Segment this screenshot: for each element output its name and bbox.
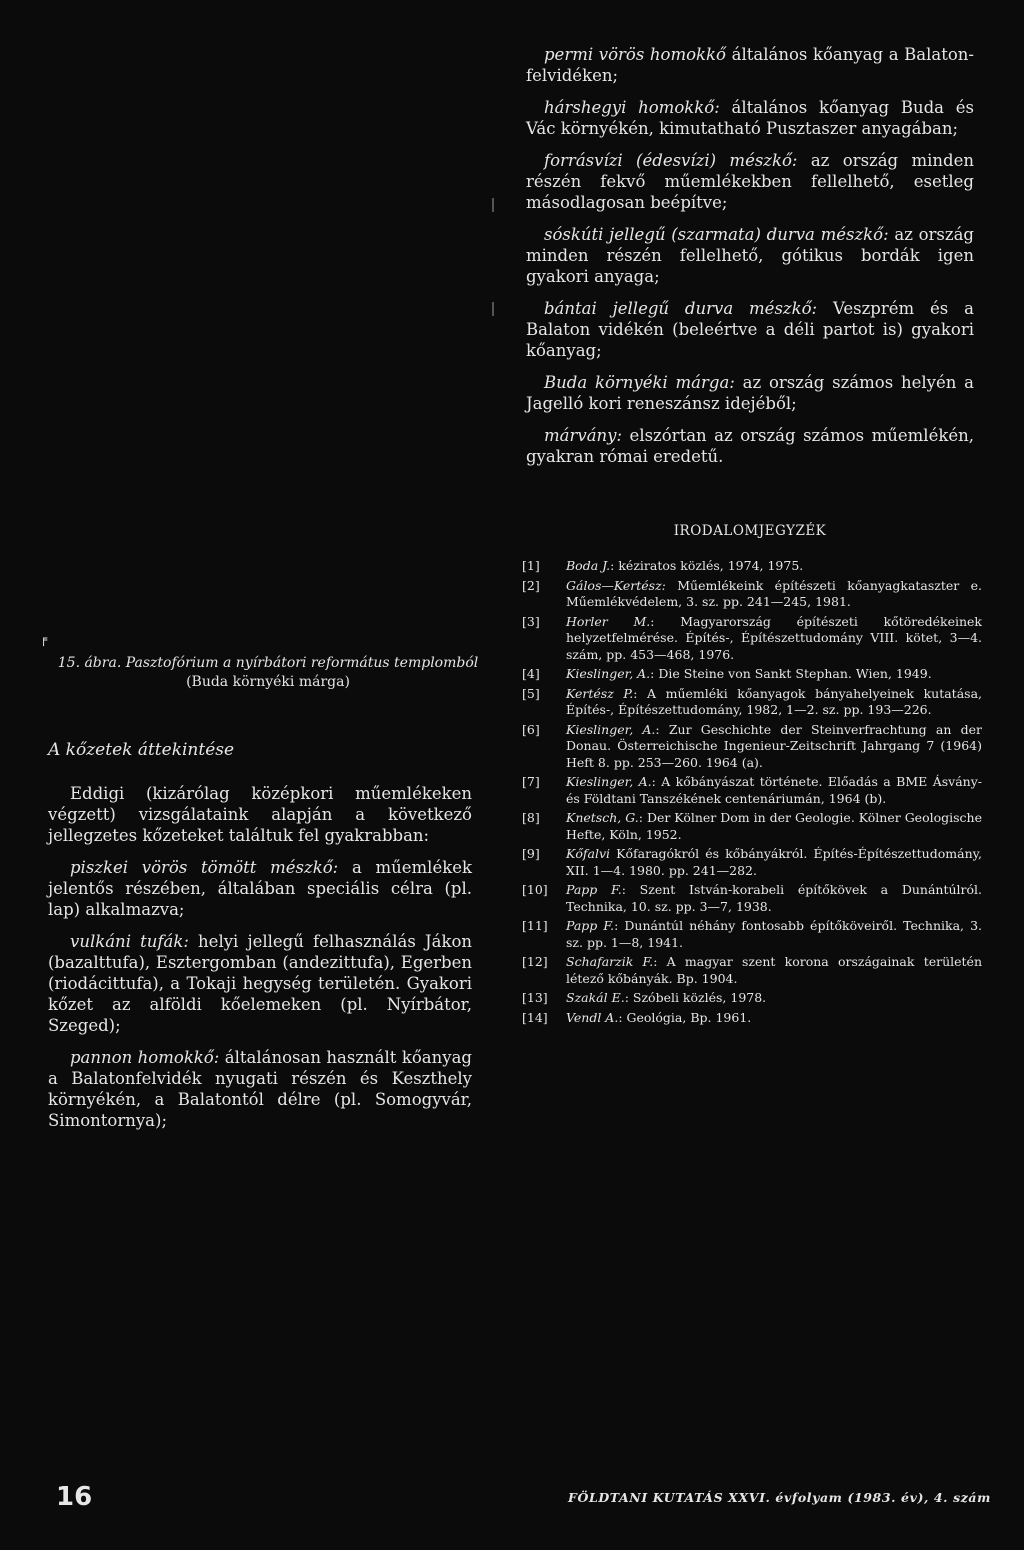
reference-item: [11] Papp F.: Dunántúl néhány fontosabb építőköveiről. Technika, 3. sz. pp. 1—8, 1941. <box>522 918 983 950</box>
margin-mark <box>492 302 494 316</box>
rock-entry: permi vörös homokkő általános kőanyag a Balaton-felvidéken; <box>526 45 974 85</box>
reference-item: [8] Knetsch, G.: Der Kölner Dom in der Geologie. Kölner Geologische Hefte, Köln, 1952. <box>522 810 982 842</box>
rock-entry: Buda környéki márga: az ország számos helyén a Jagelló kori reneszánsz idejéből; <box>526 373 974 413</box>
figure-corner-mark: ╒ <box>40 632 48 646</box>
reference-item: [10] Papp F.: Szent István-korabeli építőkövek a Dunántúlról. Technika, 10. sz. pp. 3—7, 1938. <box>522 882 982 914</box>
left-body-text <box>48 783 472 1142</box>
reference-item: [3] Horler M.: Magyarország építészeti kőtöredékeinek helyzetfelmérése. Építés-, Építészettudomány VIII. kötet, 3—4. szám, pp. 453—468, 1976. <box>522 613 982 662</box>
running-footer: FÖLDTANI KUTATÁS XXVI. évfolyam (1983. év), 4. szám <box>568 1490 991 1505</box>
page-number: 16 <box>56 1482 93 1512</box>
reference-item: [6] Kieslinger, A.: Zur Geschichte der Steinverfrachtung an der Donau. Österreichische Ingenieur-Zeitschrift Jahrgang 7 (1964) Heft 8. pp. 253—260. 1964 (a). <box>522 721 982 770</box>
reference-item: [2] Gálos—Kertész: Műemlékeink építészeti kőanyagkataszter e. Műemlékvédelem, 3. sz. pp. 241—245, 1981. <box>522 577 982 609</box>
rock-entry: márvány: elszórtan az ország számos műemlékén, gyakran római eredetű. <box>526 426 974 466</box>
rock-entry: pannon homokkő: általánosan használt kőanyag a Balatonfelvidék nyugati részén és Keszthely környékén, a Balatontól délre (pl. Somogyvár, Simontornya); <box>48 1048 472 1130</box>
reference-item: [9] Kőfalvi Kőfaragókról és kőbányákról. Építés-Építészettudomány, XII. 1—4. 1980. pp. 241—282. <box>522 846 982 878</box>
section-title: A kőzetek áttekintése <box>48 740 235 760</box>
intro-paragraph: Eddigi (kizárólag középkori műemlékeken végzett) vizsgálataink alapján a következő jellegzetes kőzeteket találtuk fel gyakrabban: <box>48 784 472 845</box>
reference-item: [5] Kertész P.: A műemléki kőanyagok bányahelyeinek kutatása, Építés-, Építészettudomány, 1982, 1—2. sz. pp. 193—226. <box>522 685 982 717</box>
rock-entry: sóskúti jellegű (szarmata) durva mészkő: az ország minden részén fellelhető, gótikus bordák igen gyakori anyaga; <box>526 225 974 286</box>
reference-item: [12] Schafarzik F.: A magyar szent korona országainak területén létező kőbányák. Bp. 1904. <box>522 954 983 986</box>
reference-item: [4] Kieslinger, A.: Die Steine von Sankt Stephan. Wien, 1949. <box>522 666 932 681</box>
rock-entry: forrásvízi (édesvízi) mészkő: az ország minden részén fekvő műemlékekben fellelhető, esetleg másodlagosan beépítve; <box>526 151 974 212</box>
reference-item: [1] Boda J.: kéziratos közlés, 1974, 1975. <box>522 558 804 573</box>
figure-caption: 15. ábra. Pasztofórium a nyírbátori református templomból (Buda környéki márga) <box>57 655 479 690</box>
margin-mark <box>492 198 494 212</box>
rock-entry: bántai jellegű durva mészkő: Veszprém és a Balaton vidékén (beleértve a déli partot is) gyakori kőanyag; <box>526 299 974 360</box>
references-list <box>522 558 982 1029</box>
rock-entry: piszkei vörös tömött mészkő: a műemlékek jelentős részében, általában speciális célra (pl. lap) alkalmazva; <box>48 858 472 919</box>
references-heading: IRODALOMJEGYZÉK <box>673 523 827 539</box>
rock-list-right <box>526 44 974 478</box>
rock-entry: hárshegyi homokkő: általános kőanyag Buda és Vác környékén, kimutatható Pusztaszer anyagában; <box>526 98 974 138</box>
reference-item: [14] Vendl A.: Geológia, Bp. 1961. <box>522 1009 752 1025</box>
reference-item: [7] Kieslinger, A.: A kőbányászat története. Előadás a BME Ásvány- és Földtani Tanszékének centenáriumán, 1964 (b). <box>522 774 982 806</box>
reference-item: [13] Szakál E.: Szóbeli közlés, 1978. <box>522 990 767 1005</box>
rock-entry: vulkáni tufák: helyi jellegű felhasználás Jákon (bazalttufa), Esztergomban (andezittufa), Egerben (riodácittufa), a Tokaji hegység területén. Gyakori kőzet az alföldi kőelemeken (pl. Nyírbátor, Szeged); <box>48 932 473 1035</box>
